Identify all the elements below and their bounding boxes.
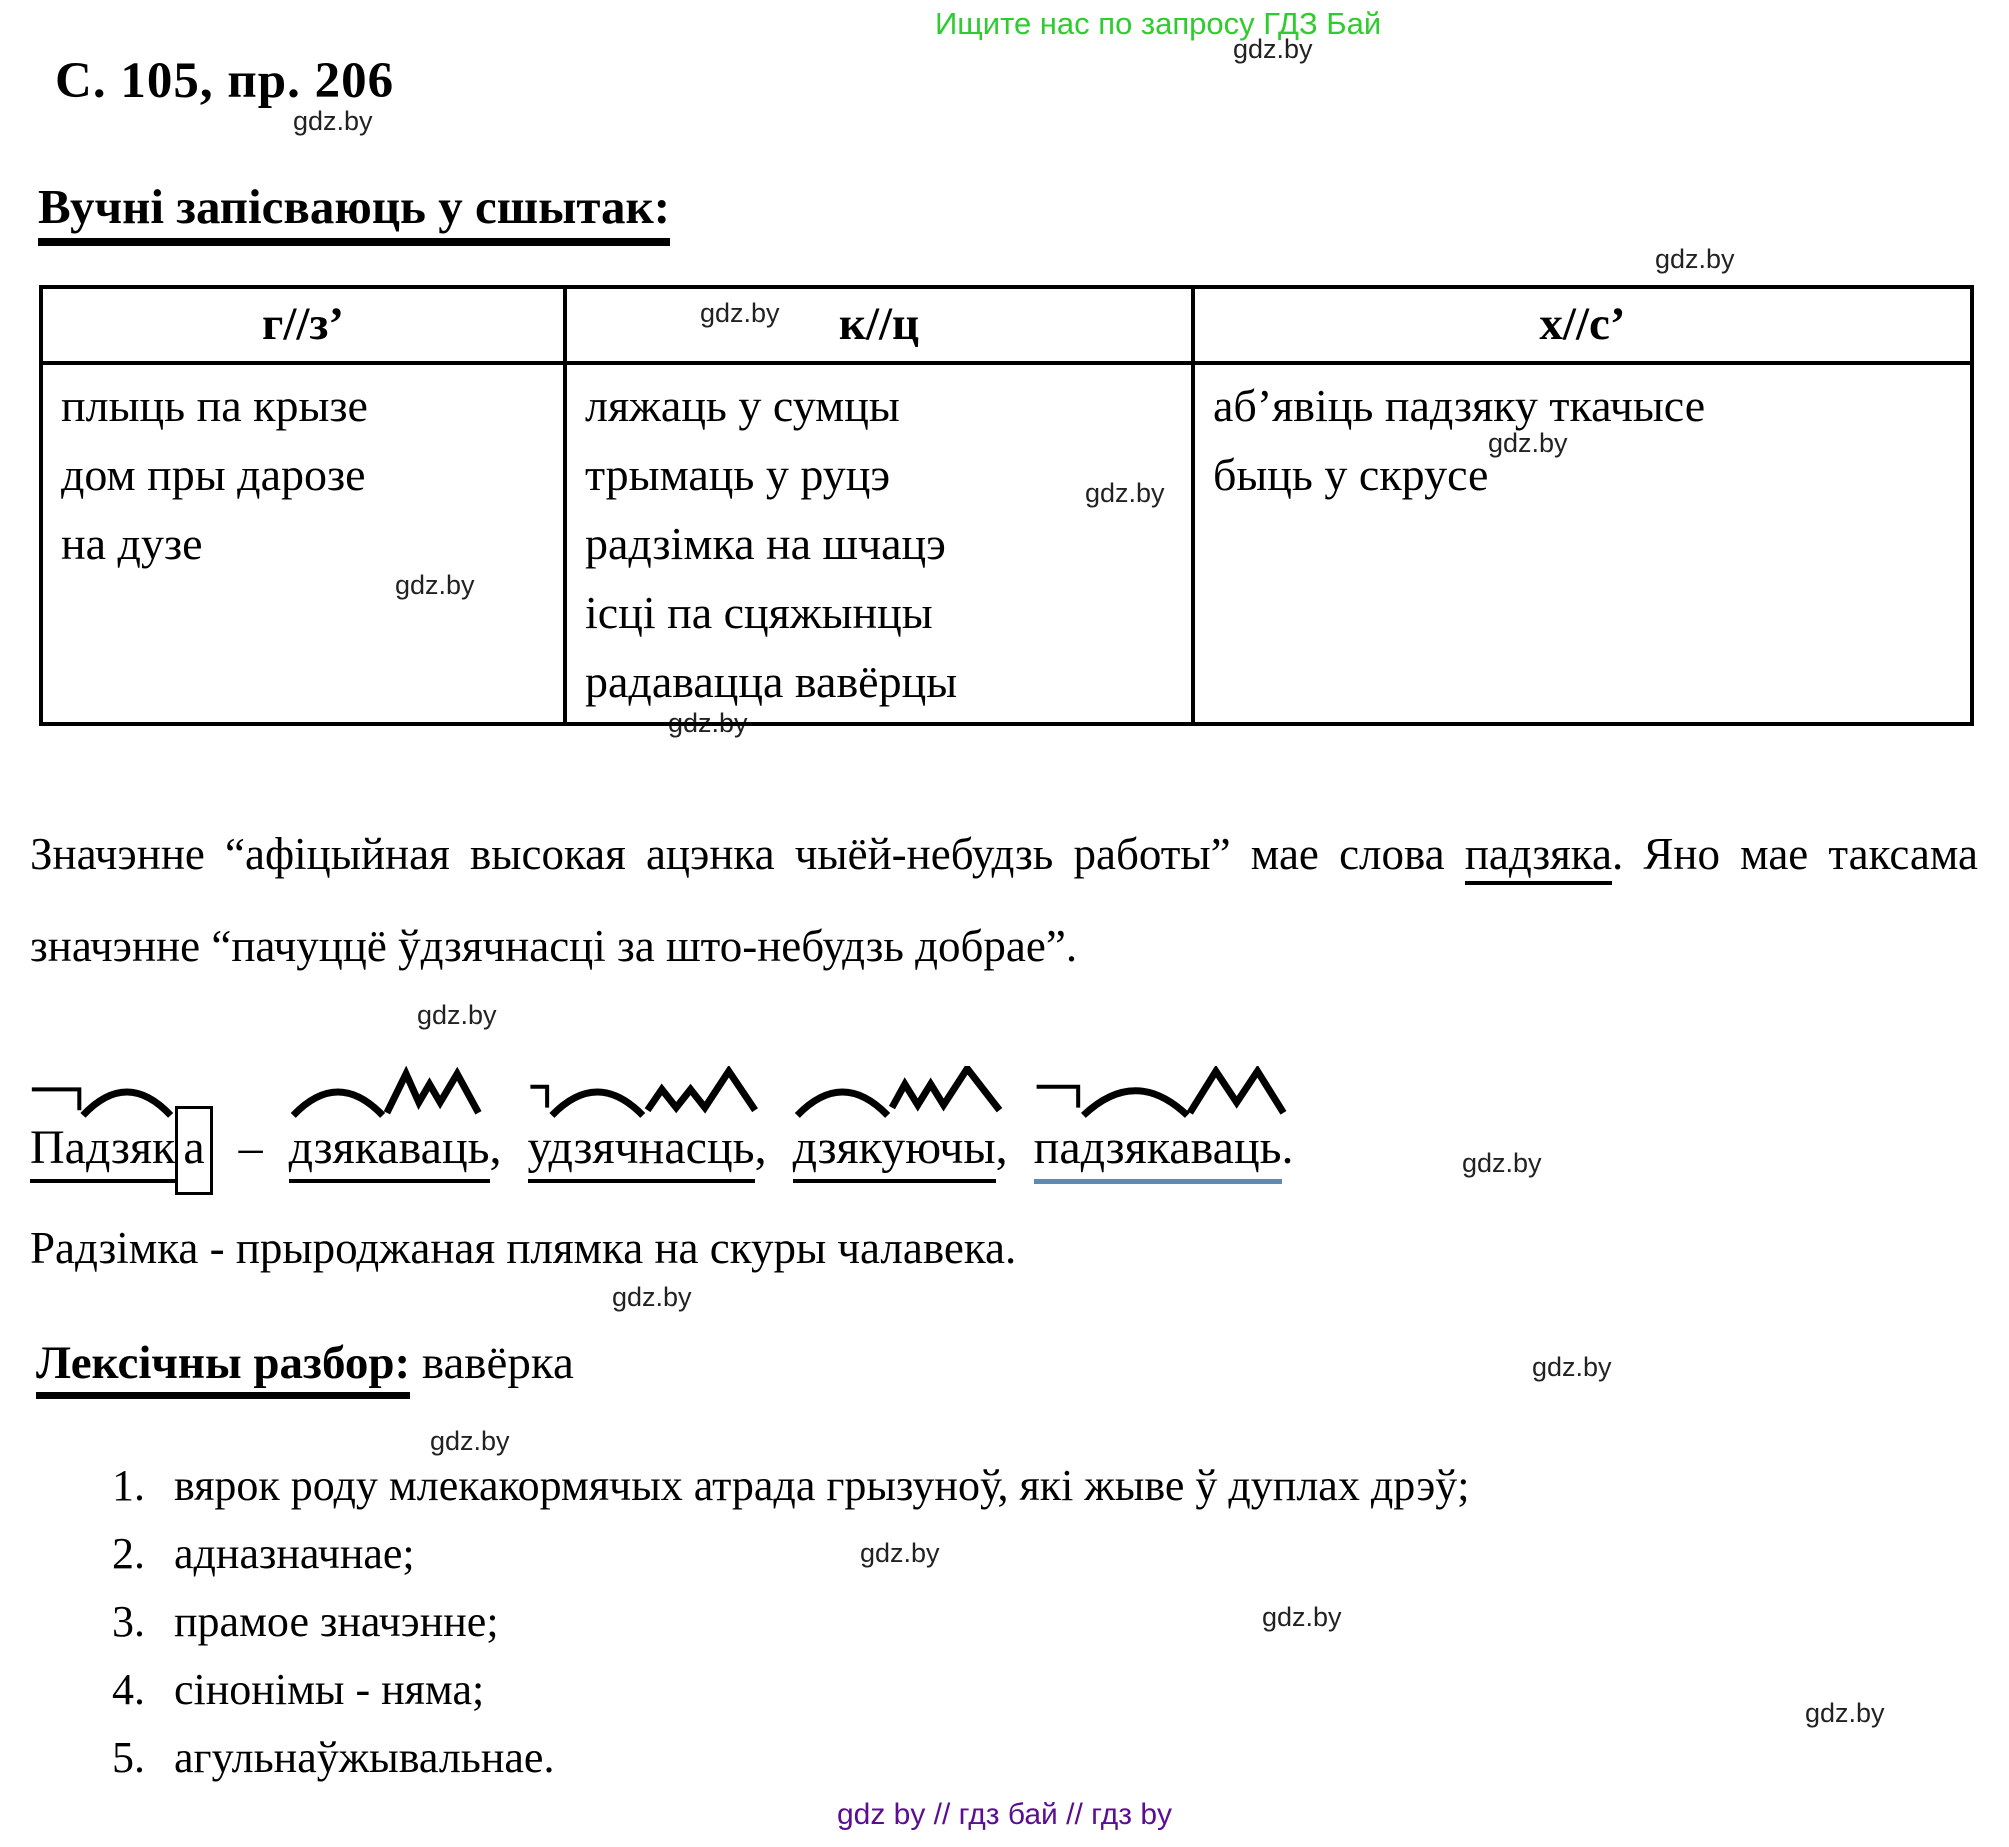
meaning-text-before: Значэнне “афіцыйная высокая ацэнка чыёй-небудзь работы” мае слова	[30, 829, 1465, 879]
list-item	[112, 1588, 1469, 1656]
gdz-watermark: gdz.by	[1655, 244, 1735, 274]
list-item-text: адназначнае;	[174, 1529, 415, 1578]
page-title: С. 105, пр. 206	[55, 53, 395, 109]
suffix-mark	[387, 1074, 479, 1113]
gdz-watermark: gdz.by	[668, 708, 748, 738]
table-header-row	[41, 287, 1972, 363]
example-phrase: быць у скрусе	[1213, 449, 1489, 500]
column-header-h-s: х//с’	[1193, 287, 1972, 363]
root-arc-mark	[797, 1092, 887, 1115]
word-stem: Падзяк	[30, 1121, 175, 1183]
morpheme-marks	[793, 1066, 1008, 1118]
morph-word-padzyaka	[30, 1066, 213, 1175]
gdz-watermark: gdz.by	[700, 298, 780, 328]
prefix-mark	[32, 1089, 79, 1110]
column-header-g-z: г//з’	[41, 287, 565, 363]
example-phrase: аб’явіць падзяку ткачысе	[1213, 380, 1706, 431]
derived-word: удзячнасць	[528, 1121, 755, 1183]
gdz-watermark: gdz.by	[1085, 478, 1165, 508]
list-item-number: 4.	[112, 1665, 145, 1714]
gdz-watermark: gdz.by	[612, 1282, 692, 1312]
section-heading: Вучні запісваюць у сшытак:	[38, 178, 670, 246]
example-phrase: плыць па крызе	[61, 380, 368, 431]
punctuation: ,	[754, 1121, 767, 1174]
gdz-watermark: gdz.by	[1462, 1148, 1542, 1178]
promo-banner: Ищите нас по запросу ГДЗ Бай	[935, 6, 1382, 41]
morpheme-marks	[1034, 1066, 1294, 1118]
list-item	[112, 1520, 1469, 1588]
example-phrase: радавацца вавёрцы	[585, 656, 958, 707]
gdz-watermark: gdz.by	[860, 1538, 940, 1568]
derived-word: дзякуючы	[793, 1121, 996, 1183]
list-item	[112, 1724, 1469, 1792]
lexical-word: вавёрка	[421, 1337, 574, 1389]
lexical-analysis-list	[112, 1452, 1469, 1792]
example-phrase: на дузе	[61, 518, 203, 569]
gdz-watermark: gdz.by	[395, 570, 475, 600]
example-phrase: трымаць у руцэ	[585, 449, 891, 500]
punctuation: .	[1281, 1121, 1294, 1174]
list-item-text: вярок роду млекакормячых атрада грызуноў, які жыве ў дуплах дрэў;	[174, 1461, 1470, 1510]
morph-word-dzyakavats	[289, 1066, 502, 1175]
table-body-row	[41, 363, 1972, 724]
gdz-watermark: gdz.by	[417, 1000, 497, 1030]
root-arc-mark	[293, 1092, 382, 1115]
prefix-mark	[1036, 1087, 1078, 1108]
morpheme-marks	[30, 1066, 213, 1118]
gdz-watermark: gdz.by	[1532, 1352, 1612, 1382]
list-item-text: сінонімы - няма;	[174, 1665, 485, 1714]
prefix-mark	[530, 1087, 547, 1108]
suffix-mark	[892, 1069, 1000, 1111]
derived-word: дзякаваць	[289, 1121, 490, 1183]
gdz-watermark: gdz.by	[1805, 1698, 1885, 1728]
lexical-label: Лексічны разбор:	[36, 1337, 410, 1399]
list-item-number: 5.	[112, 1733, 145, 1782]
root-arc-mark	[551, 1092, 642, 1115]
list-item	[112, 1452, 1469, 1520]
morpheme-marks	[289, 1066, 502, 1118]
alternation-table	[39, 285, 1974, 726]
cell-g-z	[41, 363, 565, 724]
morph-word-udzyachnasts	[528, 1066, 767, 1175]
list-item-text: прамое значэнне;	[174, 1597, 499, 1646]
suffix-mark	[647, 1071, 755, 1110]
gdz-watermark: gdz.by	[293, 106, 373, 136]
root-arc-mark	[83, 1092, 171, 1115]
morpheme-marks	[528, 1066, 767, 1118]
ending-box: а	[175, 1106, 212, 1195]
gdz-watermark: gdz.by	[1488, 428, 1568, 458]
list-item-number: 3.	[112, 1597, 145, 1646]
suffix-mark	[1190, 1071, 1284, 1113]
example-phrase: радзімка на шчацэ	[585, 518, 946, 569]
morphology-row	[30, 1066, 1308, 1175]
cell-h-s	[1193, 363, 1972, 724]
meaning-text-after: . Яно мае таксама значэнне “пачуццё ўдзячнасці за што-небудзь добрае”.	[30, 829, 1978, 971]
radzimka-definition: Радзімка - прыроджаная плямка на скуры чалавека.	[30, 1223, 1017, 1273]
derived-word: падзякаваць	[1034, 1121, 1282, 1184]
list-item-number: 1.	[112, 1461, 145, 1510]
cell-k-c	[565, 363, 1193, 724]
list-item-number: 2.	[112, 1529, 145, 1578]
lexical-analysis-line	[36, 1336, 574, 1390]
gdz-watermark: gdz.by	[430, 1426, 510, 1456]
gdz-watermark: gdz.by	[1233, 34, 1313, 64]
meaning-paragraph	[30, 808, 1978, 992]
gdz-watermark: gdz.by	[1262, 1602, 1342, 1632]
column-header-k-c: к//ц	[565, 287, 1193, 363]
list-item	[112, 1656, 1469, 1724]
footer-links: gdz by // гдз бай // гдз by	[836, 1798, 1173, 1831]
example-phrase: дом пры дарозе	[61, 449, 366, 500]
root-arc-mark	[1083, 1091, 1187, 1116]
example-phrase: ісці па сцяжынцы	[585, 587, 933, 638]
example-phrase: ляжаць у сумцы	[585, 380, 900, 431]
punctuation: ,	[995, 1121, 1008, 1174]
list-item-text: агульнаўжывальнае.	[174, 1733, 555, 1782]
dash: –	[238, 1121, 263, 1174]
punctuation: ,	[489, 1121, 502, 1174]
morph-word-dzyakuyuchy	[793, 1066, 1008, 1175]
morph-word-padzyakavats	[1034, 1066, 1294, 1175]
underlined-word-padzyaka: падзяка	[1465, 829, 1612, 885]
